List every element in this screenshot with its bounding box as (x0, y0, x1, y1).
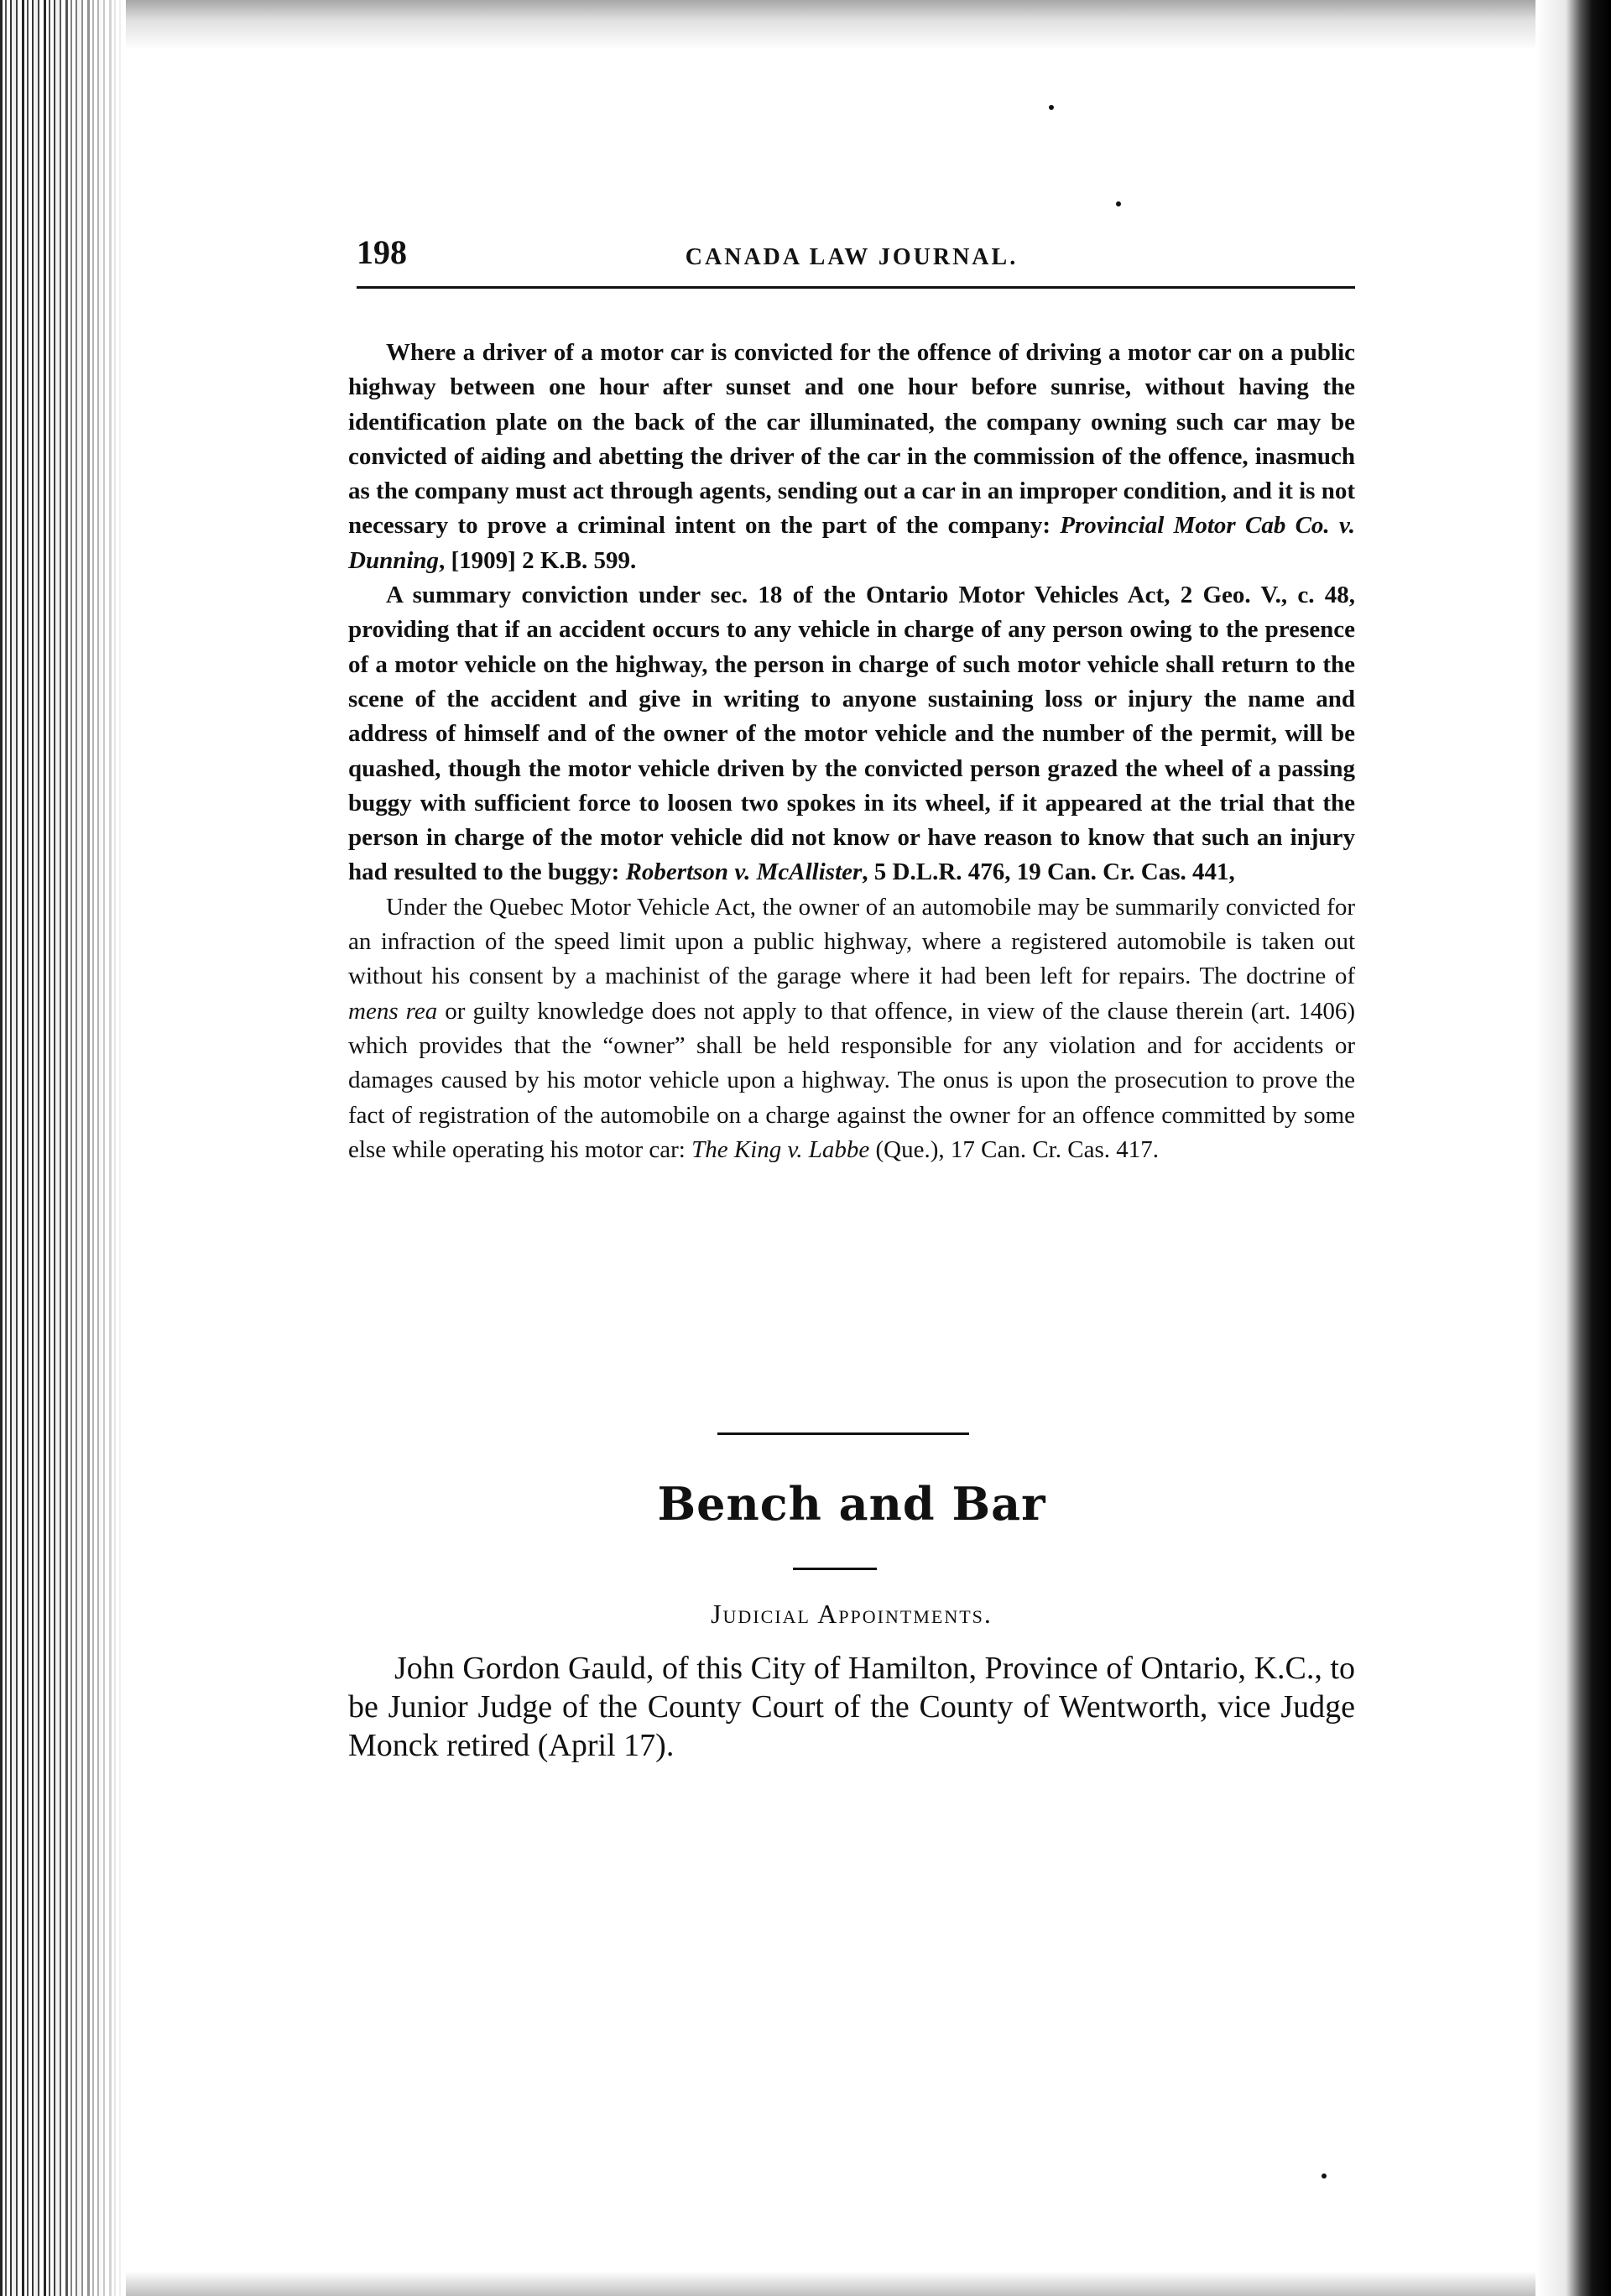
case-notes (348, 336, 1355, 1167)
appointment-paragraph: John Gordon Gauld, of this City of Hamilton, Province of Ontario, K.C., to be Junior Judge of the County Court of the County of Wentworth, vice Judge Monck retired (April 17). (348, 1651, 1355, 1763)
paragraph-text: Under the Quebec Motor Vehicle Act, the owner of an automobile may be summarily convicted for an infraction of the speed limit upon a public highway, where a registered automobile is taken out without his consent by a machinist of the garage where it had been left for repairs. The doctrine of (348, 893, 1355, 990)
scan-edge-bottom (126, 2271, 1535, 2296)
journal-title: CANADA LAW JOURNAL. (685, 244, 1019, 270)
page-number: 198 (357, 233, 407, 271)
scan-edge-top (126, 0, 1535, 50)
scan-edge-right (1535, 0, 1611, 2296)
section-divider (717, 1432, 969, 1435)
case-citation-name: Provincial Motor Cab Co. v. Dunning (348, 512, 1355, 574)
speck (1322, 2173, 1327, 2179)
scan-edge-left (0, 0, 126, 2296)
case-citation-name: The King v. Labbe (691, 1135, 870, 1163)
header-rule (357, 286, 1355, 289)
latin-term: mens rea (348, 997, 438, 1025)
paragraph-text: or guilty knowledge does not apply to that offence, in view of the clause therein (art. 1406) which provides that the “owner” shall be held responsible for any violation and for accidents or damages caused by his motor vehicle upon a highway. The onus is upon the prosecution to prove the fact of registration of the automobile on a charge against the owner for an offence committed by some else while operating his motor car: (348, 997, 1355, 1163)
document-page (348, 222, 1355, 1763)
section-title: Bench and Bar (657, 1477, 1046, 1531)
title-underline (793, 1568, 877, 1570)
appointment-notice (348, 1649, 1355, 1765)
case-citation-reference: (Que.), 17 Can. Cr. Cas. 417. (869, 1135, 1159, 1163)
case-citation-name: Robertson v. McAllister (625, 858, 863, 886)
case-citation-reference: , [1909] 2 K.B. 599. (439, 546, 637, 574)
case-note-paragraph (348, 336, 1355, 578)
subsection-title: Judicial Appointments. (711, 1599, 993, 1629)
case-note-paragraph (348, 890, 1355, 1167)
running-head (348, 222, 1355, 273)
case-note-paragraph (348, 578, 1355, 890)
paragraph-text: Where a driver of a motor car is convicted for the offence of driving a motor car on a public highway between one hour after sunset and one hour before sunrise, without having the identification plate on the back of the car illuminated, the company owning such car may be convicted of aiding and abetting the driver of the car in the commission of the offence, inasmuch as the company must act through agents, sending out a car in an improper condition, and it is not necessary to prove a criminal intent on the part of the company: (348, 339, 1355, 540)
case-citation-reference: , 5 D.L.R. 476, 19 Can. Cr. Cas. 441, (862, 858, 1235, 886)
paragraph-text: A summary conviction under sec. 18 of the Ontario Motor Vehicles Act, 2 Geo. V., c. 48, providing that if an accident occurs to any vehicle in charge of any person owing to the presence of a motor vehicle on the highway, the person in charge of such motor vehicle shall return to the scene of the accident and give in writing to anyone sustaining loss or injury the name and address of himself and of the owner of the motor vehicle and the number of the permit, will be quashed, though the motor vehicle driven by the convicted person grazed the wheel of a passing buggy with sufficient force to loosen two spokes in its wheel, if it appeared at the trial that the person in charge of the motor vehicle did not know or have reason to know that such an injury had resulted to the buggy: (348, 582, 1355, 886)
speck (1116, 201, 1121, 206)
speck (1049, 105, 1054, 110)
